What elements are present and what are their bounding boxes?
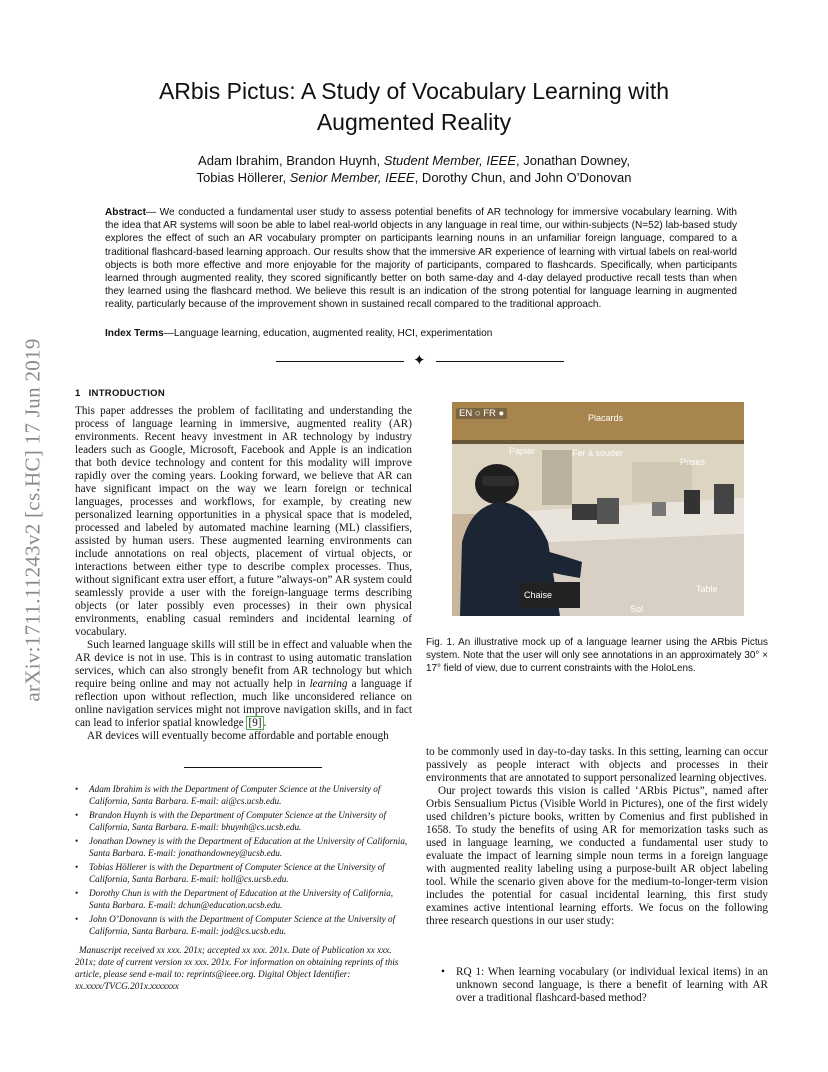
figure-caption: Fig. 1. An illustrative mock up of a language learner using the ARbis Pictus system. Note that the user will only see annotations in an approximately 30° × 17° field of view, due to current constraints with the HoloLens. [426, 637, 768, 674]
toggle-en-label: EN [459, 408, 473, 419]
author-list [0, 152, 828, 186]
footnote-item: • Brandon Huynh is with the Department of Computer Science at the University of California, Santa Barbara. E-mail: bhuynh@cs.ucsb.edu. [75, 809, 412, 833]
ar-label-fer: Fer à souder [572, 448, 624, 458]
right-column [426, 746, 768, 928]
toggle-fr-label: FR [483, 408, 496, 419]
authors-text: Tobias Höllerer, [196, 170, 290, 185]
authors-text: Adam Ibrahim, Brandon Huynh, [198, 153, 384, 168]
authors-line-1 [0, 152, 828, 169]
authors-line-2 [0, 169, 828, 186]
divider-line-right [436, 361, 564, 362]
section-number: 1 [75, 388, 81, 399]
paragraph: to be commonly used in day-to-day tasks. In this setting, learning can occur passively as people interact with objects and processes in their environments that are annotated to support personalized learning objectives. [426, 746, 768, 784]
ar-label-placards: Placards [588, 413, 624, 423]
ar-label-prises: Prises [680, 457, 706, 467]
figure-1-photo [452, 402, 744, 616]
paragraph: AR devices will eventually become affordable and portable enough [87, 730, 389, 742]
authors-text: , Dorothy Chun, and John O’Donovan [414, 170, 632, 185]
ar-label-table: Table [696, 584, 718, 594]
index-terms [105, 327, 737, 340]
research-question-item: • RQ 1: When learning vocabulary (or individual lexical items) in an unknown second language, is there a benefit of learning with AR over a traditional flashcard-based method? [426, 966, 768, 1005]
ar-label-papier: Papier [509, 446, 536, 456]
citation-link[interactable]: [9] [248, 717, 262, 729]
author-role: Student Member, IEEE [383, 153, 516, 168]
abstract [105, 206, 737, 312]
abstract-text: — We conducted a fundamental user study to assess potential benefits of AR technology for immersive vocabulary learning. With the idea that AR systems will soon be able to label real-world objects in any language in real time, our within-subjects (N=52) lab-based study explores the effect of such an AR vocabulary prompter on participants learning nouns in an unfamiliar foreign language, compared to a traditional flashcard-based learning approach. Our results show that the immersive AR experience of learning with virtual labels on real-world objects is both more effective and more enjoyable for the majority of participants, compared to flashcards. Specifically, when participants learned through augmented reality, they scored significantly better on both same-day and 4-day delayed productive recall tests than when they learned using the flashcard method. We believe this result is an indication of the strong potential for language learning in augmented reality, particularly because of the improvement shown in sustained recall compared to the traditional approach. [105, 207, 737, 311]
author-footnotes [75, 783, 412, 939]
footnote-item: • Adam Ibrahim is with the Department of Computer Science at the University of California, Santa Barbara. E-mail: ai@cs.ucsb.edu. [75, 783, 412, 807]
divider-star-icon: ✦ [413, 351, 426, 369]
ar-label-chaise: Chaise [524, 590, 553, 600]
language-toggle: EN ○ FR ● [456, 408, 507, 419]
footnote-item: • John O’Donovann is with the Department of Computer Science at the University of California, Santa Barbara. E-mail: jod@cs.ucsb.edu. [75, 913, 412, 937]
paragraph [75, 639, 412, 730]
abstract-label: Abstract [105, 207, 146, 218]
footnote-item: • Jonathan Downey is with the Department of Education at the University of California, Santa Barbara. E-mail: jonathandowney@ucsb.edu. [75, 835, 412, 859]
section-title: INTRODUCTION [88, 388, 166, 399]
paragraph-text: . [263, 717, 267, 729]
section-divider [276, 351, 564, 369]
manuscript-info: Manuscript received xx xxx. 201x; accepted xx xxx. 201x. Date of Publication xx xxx. 201x; date of current version xx xxx. 201x. For information on obtaining reprints of this article, please send e-mail to: reprints@ieee.org. Digital Object Identifier: xx.xxxx/TVCG.201x.xxxxxxx [75, 945, 399, 991]
paragraph: This paper addresses the problem of facilitating and understanding the process of language learning in immersive, augmented reality (AR) environments. Recent heavy investment in AR technology by industry leaders such as Google, Microsoft, Facebook and Apple is an indication that both device technology and content for this modality will improve rapidly over the coming years. Looking forward, we believe that AR can have significant impact on the way we learn foreign or technical languages, processes and workflows, for example, by creating new personalized learning opportunities in a physical space that is modeled, processed and labeled by automated machine learning (ML) classifiers, assisted by human users. These augmented learning environments can include annotations on real objects, placement of virtual objects, or interactions between either type to describe complex processes. Thus, without significant extra user effort, a future ”always-on” AR system could seamlessly provide a user with the foreign-language terms describing objects (or later possibly even processes) in their own physical environments, enabling casual reminders and incidental learning of vocabulary. [75, 405, 412, 638]
section-heading [75, 388, 165, 399]
paragraph-text: a language if reflection upon without reflection, much like unconsidered reliance on online navigation services might not improve navigation skills, and in fact can lead to inferior spatial knowledge [75, 678, 412, 729]
emphasis: learning [309, 678, 348, 690]
title-line-2: Augmented Reality [316, 109, 512, 135]
authors-text: , Jonathan Downey, [516, 153, 630, 168]
index-terms-label: Index Terms [105, 328, 164, 339]
footnote-rule [184, 767, 322, 768]
left-column [75, 405, 412, 743]
research-questions [426, 966, 768, 1005]
paragraph-text: Such learned language skills will still be in effect and valuable when the AR device is not in use. This is in contrast to using automatic translation services, which can also strongly benefit from AR technology but which require being online and may not actually help in [75, 639, 412, 690]
ar-label-sol: Sol [630, 604, 644, 614]
index-terms-text: —Language learning, education, augmented reality, HCI, experimentation [163, 328, 493, 339]
footnote-item: • Dorothy Chun is with the Department of Education at the University of California, Santa Barbara. E-mail: dchun@education.ucsb.edu. [75, 887, 412, 911]
author-role: Senior Member, IEEE [289, 170, 415, 185]
paper-title [0, 76, 828, 138]
divider-line-left [276, 361, 404, 362]
arxiv-id: arXiv:1711.11243v2 [cs.HC] 17 Jun 2019 [20, 338, 45, 702]
paragraph: Our project towards this vision is called ‘ARbis Pictus”, named after Orbis Sensualium Pictus (Visible World in Pictures), one of the first widely used children’s picture books, written by Comenius and first published in 1658. To study the benefits of using AR for memorization tasks such as used in language learning, we conducted a fundamental user study to evaluate the impact of learning simple noun terms in a foreign language with augmented reality labeling using a purpose-built AR object labeling tool. While the scenario given above for the medium-to-longer-term vision includes the potential for casual incidental learning, this first study examines active intentional learning efforts. We focus on the following three research questions in our user study: [426, 785, 768, 927]
arxiv-stamp [8, 280, 58, 760]
footnote-item: • Tobias Höllerer is with the Department of Computer Science at the University of California, Santa Barbara. E-mail: holl@cs.ucsb.edu. [75, 861, 412, 885]
title-line-1: ARbis Pictus: A Study of Vocabulary Learning with [158, 78, 670, 104]
